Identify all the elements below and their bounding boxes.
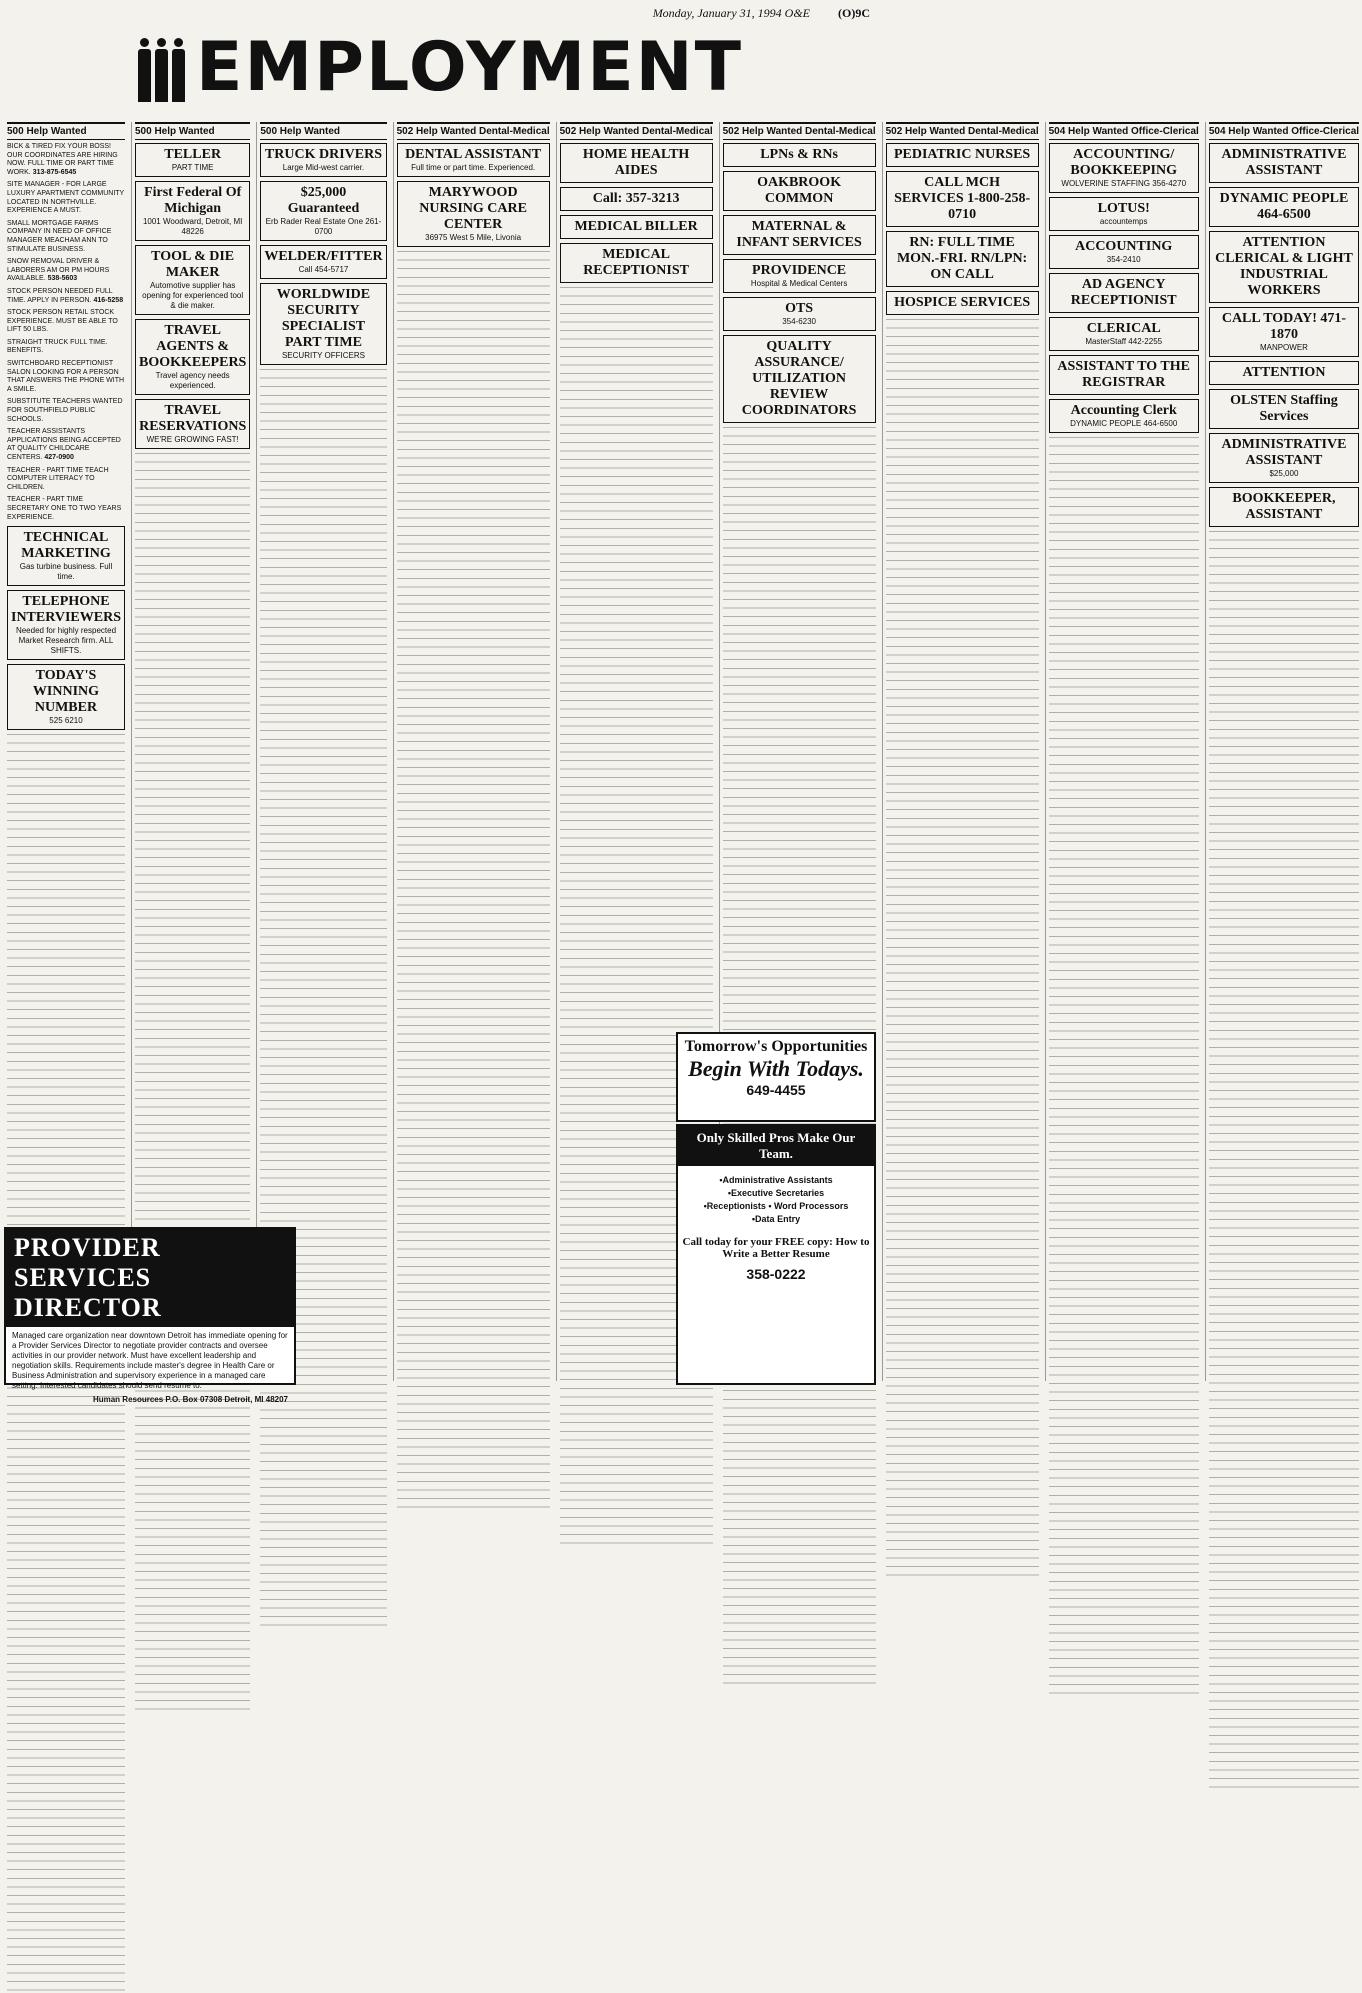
display-ad [260,283,386,365]
classified-ad [7,181,125,215]
display-ad-heading: ASSISTANT TO THE REGISTRAR [1057,359,1190,390]
classified-column [131,122,253,1381]
ad-text: SMALL MORTGAGE FARMS COMPANY IN NEED OF OFFICE MANAGER MEACHAM ANN TO STIMULATE BUSINESS. [7,219,112,253]
display-ad-heading: TELEPHONE INTERVIEWERS [11,594,121,626]
display-ad-heading: CALL MCH SERVICES 1-800-258-0710 [894,175,1031,222]
display-ad-heading: First Federal Of Michigan [144,185,242,216]
display-ad-heading: PROVIDENCE [752,263,847,278]
display-ad-heading: PEDIATRIC NURSES [893,147,1031,162]
column-text-filler [135,453,250,1712]
display-ad [7,590,125,660]
classified-column [4,122,128,1381]
display-ad [1209,389,1359,429]
display-ad [260,143,386,177]
todays-phone: 649-4455 [746,1082,806,1098]
display-ad [1209,231,1359,303]
display-ad [1049,355,1199,395]
display-ad [135,319,250,395]
display-ad [886,143,1039,167]
column-heading: 500 Help Wanted [7,122,125,140]
display-ad [1049,143,1199,193]
skilled-pros-call: Call today for your FREE copy: How to Write a Better Resume [682,1236,870,1260]
display-ad [1049,273,1199,313]
skilled-pros-item: •Data Entry [751,1214,801,1224]
display-ad [7,664,125,730]
ad-phone: 427-0900 [44,454,74,461]
todays-line1: Tomorrow's Opportunities [684,1038,868,1055]
display-ad-subtext: 1001 Woodward, Detroit, MI 48226 [142,217,243,236]
display-ad-heading: LOTUS! [1097,201,1150,216]
display-ad [886,171,1039,227]
display-ad [7,526,125,586]
classified-column [1205,122,1362,1381]
display-ad-heading: OAKBROOK COMMON [757,175,842,206]
column-heading: 500 Help Wanted [260,122,386,140]
page-number: (O)9C [838,6,870,20]
display-ad-subtext: Automotive supplier has opening for experienced tool & die maker. [142,281,244,310]
ad-text: STOCK PERSON NEEDED FULL TIME. APPLY IN PERSON. [7,287,113,304]
skilled-pros-phone: 358-0222 [746,1266,806,1282]
display-ad [1049,317,1199,351]
column-text-filler [886,319,1039,1578]
classified-ad [7,288,125,305]
display-ad-heading: LPNs & RNs [760,147,838,162]
skilled-pros-list [684,1174,868,1226]
display-ad-heading: TOOL & DIE MAKER [151,249,235,280]
skilled-pros-item: •Administrative Assistants [719,1175,833,1185]
display-ad [560,187,713,211]
classified-column [1045,122,1202,1381]
classified-ad [7,467,125,493]
display-ad-subtext: 525 6210 [49,716,83,726]
classified-ad [7,398,125,424]
display-ad-heading: QUALITY ASSURANCE/ UTILIZATION REVIEW COORDINATORS [741,339,857,418]
display-ad-heading: ADMINISTRATIVE ASSISTANT [1221,437,1347,468]
display-ad-subtext: Needed for highly respected Market Research firm. ALL SHIFTS. [15,626,117,656]
ad-text: SITE MANAGER - FOR LARGE LUXURY APARTMENT COMMUNITY LOCATED IN NORTHVILLE. EXPERIENCE A MUST. [7,181,125,215]
display-ad-heading: TECHNICAL MARKETING [21,530,111,562]
display-ad-subtext: accountemps [1099,217,1148,226]
ad-phone: 416-5258 [93,296,124,304]
skilled-pros-title: Only Skilled Pros Make Our Team. [678,1126,874,1166]
classified-ad [7,360,125,394]
display-ad-heading: CLERICAL [1086,321,1161,336]
display-ad [1209,487,1359,527]
ad-text: SUBSTITUTE TEACHERS WANTED FOR SOUTHFIELD PUBLIC SCHOOLS. [7,398,123,423]
display-ad-heading: MARYWOOD NURSING CARE CENTER [419,185,527,232]
skilled-pros-item: •Executive Secretaries [727,1188,825,1198]
display-ad [135,181,250,241]
display-ad-heading: OTS [785,301,814,316]
display-ad [1049,235,1199,269]
classified-ad [7,339,125,356]
display-ad-heading: $25,000 Guaranteed [287,185,360,216]
column-heading: 500 Help Wanted [135,122,250,140]
ad-text: STOCK PERSON RETAIL STOCK EXPERIENCE. MUST BE ABLE TO LIFT 50 LBS. [7,309,118,334]
display-ad-heading: MEDICAL BILLER [574,219,698,234]
display-ad-heading: ADMINISTRATIVE ASSISTANT [1221,147,1347,178]
display-ad-subtext: PART TIME [171,163,214,172]
display-ad-heading: TRUCK DRIVERS [264,147,382,162]
display-ad-heading: WORLDWIDE SECURITY SPECIALIST PART TIME [276,287,371,350]
display-ad-subtext: 354-6230 [782,317,816,326]
todays-line2: Begin With Todays. [688,1056,864,1081]
ad-text: TEACHER - PART TIME SECRETARY ONE TO TWO YEARS EXPERIENCE. [7,496,122,521]
display-ad [1209,307,1359,357]
column-text-filler [1209,531,1359,1790]
ad-text: TEACHER ASSISTANTS APPLICATIONS BEING ACCEPTED AT QUALITY CHILDCARE CENTERS. [7,428,121,461]
column-text-filler [1049,437,1199,1696]
classified-column [393,122,553,1381]
section-title: EMPLOYMENT [196,27,743,107]
classified-ad [7,143,125,177]
display-ad-heading: DENTAL ASSISTANT [405,147,542,162]
display-ad [560,243,713,283]
display-ad [1209,187,1359,227]
column-heading: 502 Help Wanted Dental-Medical [723,122,876,140]
display-ad-heading: Accounting Clerk [1070,403,1177,418]
column-heading: 502 Help Wanted Dental-Medical [560,122,713,140]
display-ad-subtext: MANPOWER [1259,343,1308,352]
display-ad-heading: TELLER [164,147,222,162]
display-ad [260,181,386,241]
ad-text: STRAIGHT TRUCK FULL TIME. BENEFITS. [7,338,108,355]
display-ad [723,335,876,423]
classified-ad [7,496,125,522]
display-ad-heading: MATERNAL & INFANT SERVICES [736,219,862,250]
display-ad-subtext: Large Mid-west carrier. [282,163,365,172]
display-ad-heading: HOME HEALTH AIDES [582,147,690,178]
page-date: Monday, January 31, 1994 O&E [652,6,810,20]
display-ad [1049,197,1199,231]
display-ad [135,245,250,315]
ad-text: BICK & TIRED FIX YOUR BOSS! OUR COORDINATES ARE HIRING NOW. FULL TIME OR PART TIME WORK. [7,143,118,176]
display-ad-heading: ATTENTION [1242,365,1326,380]
provider-services-address: Human Resources P.O. Box 07308 Detroit, MI 48207 [92,1395,288,1404]
ad-text: TEACHER - PART TIME TEACH COMPUTER LITERACY TO CHILDREN. [7,466,109,491]
display-ad-heading: AD AGENCY RECEPTIONIST [1070,277,1177,308]
display-ad-subtext: 36975 West 5 Mile, Livonia [425,233,522,242]
display-ad [135,399,250,449]
ad-text: SWITCHBOARD RECEPTIONIST SALON LOOKING FOR A PERSON THAT ANSWERS THE PHONE WITH A SMILE. [7,360,125,393]
section-banner [0,22,880,112]
ad-phone: 313-875-6545 [32,168,77,176]
display-ad [723,297,876,331]
classified-column [882,122,1042,1381]
display-ad-heading: ACCOUNTING/ BOOKKEEPING [1070,147,1177,178]
display-ad [560,143,713,183]
people-icon [137,32,188,102]
display-ad-subtext: WE'RE GROWING FAST! [146,435,239,444]
display-ad-subtext: DYNAMIC PEOPLE 464-6500 [1070,419,1178,428]
provider-services-body: Managed care organization near downtown Detroit has immediate opening for a Provider Services Director to negotiate provider contracts and oversee activities in our provider network. Must have excellent leadership and negotiation skills. Requirements include master's degree in Health Care or Business Administration and supervisory experience in a managed care setting. Interested candidates should send resume to: [12,1331,288,1390]
display-ad-subtext: Full time or part time. Experienced. [411,163,536,172]
display-ad [723,215,876,255]
display-ad [397,143,550,177]
column-heading: 502 Help Wanted Dental-Medical [886,122,1039,140]
display-ad-heading: Call: 357-3213 [592,191,680,206]
display-ad-subtext: SECURITY OFFICERS [281,351,365,360]
display-ad-heading: OLSTEN Staffing Services [1230,393,1338,424]
page-folio [0,6,880,22]
classified-ad [7,220,125,254]
display-ad [1209,433,1359,483]
provider-services-title: PROVIDER SERVICES DIRECTOR [6,1229,294,1327]
display-ad-heading: DYNAMIC PEOPLE 464-6500 [1219,191,1349,222]
skilled-pros-ad [676,1124,876,1385]
provider-services-ad [4,1227,296,1404]
display-ad-heading: TODAY'S WINNING NUMBER [32,668,100,716]
display-ad [560,215,713,239]
display-ad-heading: CALL TODAY! 471-1870 [1221,311,1347,342]
display-ad-subtext: Erb Rader Real Estate One 261-0700 [265,217,382,236]
display-ad-subtext: Travel agency needs experienced. [155,371,230,390]
ad-phone: 538-5603 [47,275,78,283]
column-text-filler [397,251,550,1510]
display-ad-heading: HOSPICE SERVICES [894,295,1031,310]
column-heading: 504 Help Wanted Office-Clerical [1049,122,1199,140]
display-ad [723,143,876,167]
column-heading: 504 Help Wanted Office-Clerical [1209,122,1359,140]
display-ad [886,231,1039,287]
column-text-filler [260,369,386,1628]
display-ad-heading: TRAVEL RESERVATIONS [139,403,247,434]
display-ad [886,291,1039,315]
display-ad [397,181,550,247]
display-ad [135,143,250,177]
classified-ad [7,428,125,462]
display-ad-heading: ATTENTION CLERICAL & LIGHT INDUSTRIAL WORKERS [1215,235,1353,298]
display-ad-subtext: WOLVERINE STAFFING 356-4270 [1061,179,1187,188]
display-ad-heading: WELDER/FITTER [264,249,383,264]
display-ad [1209,143,1359,183]
display-ad-heading: RN: FULL TIME MON.-FRI. RN/LPN: ON CALL [896,235,1028,282]
display-ad [1209,361,1359,385]
display-ad [723,259,876,293]
display-ad-heading: MEDICAL RECEPTIONIST [583,247,689,278]
ad-text: SNOW REMOVAL DRIVER & LABORERS AM OR PM HOURS AVAILABLE. [7,258,110,283]
classified-column [256,122,389,1381]
display-ad-heading: ACCOUNTING [1075,239,1173,254]
display-ad [260,245,386,279]
display-ad-subtext: Call 454-5717 [298,265,349,274]
display-ad-heading: TRAVEL AGENTS & BOOKKEEPERS [138,323,247,370]
todays-staffing-ad [676,1032,876,1122]
display-ad-subtext: $25,000 [1269,469,1299,478]
skilled-pros-item: •Receptionists • Word Processors [703,1201,849,1211]
display-ad [1049,399,1199,433]
classified-ad [7,309,125,335]
classified-ad [7,258,125,284]
display-ad-subtext: 354-2410 [1106,255,1141,264]
display-ad [723,171,876,211]
display-ad-subtext: Hospital & Medical Centers [750,279,848,288]
display-ad-subtext: Gas turbine business. Full time. [19,562,113,582]
display-ad-heading: BOOKKEEPER, ASSISTANT [1232,491,1336,522]
column-heading: 502 Help Wanted Dental-Medical [397,122,550,140]
display-ad-subtext: MasterStaff 442-2255 [1085,337,1163,346]
